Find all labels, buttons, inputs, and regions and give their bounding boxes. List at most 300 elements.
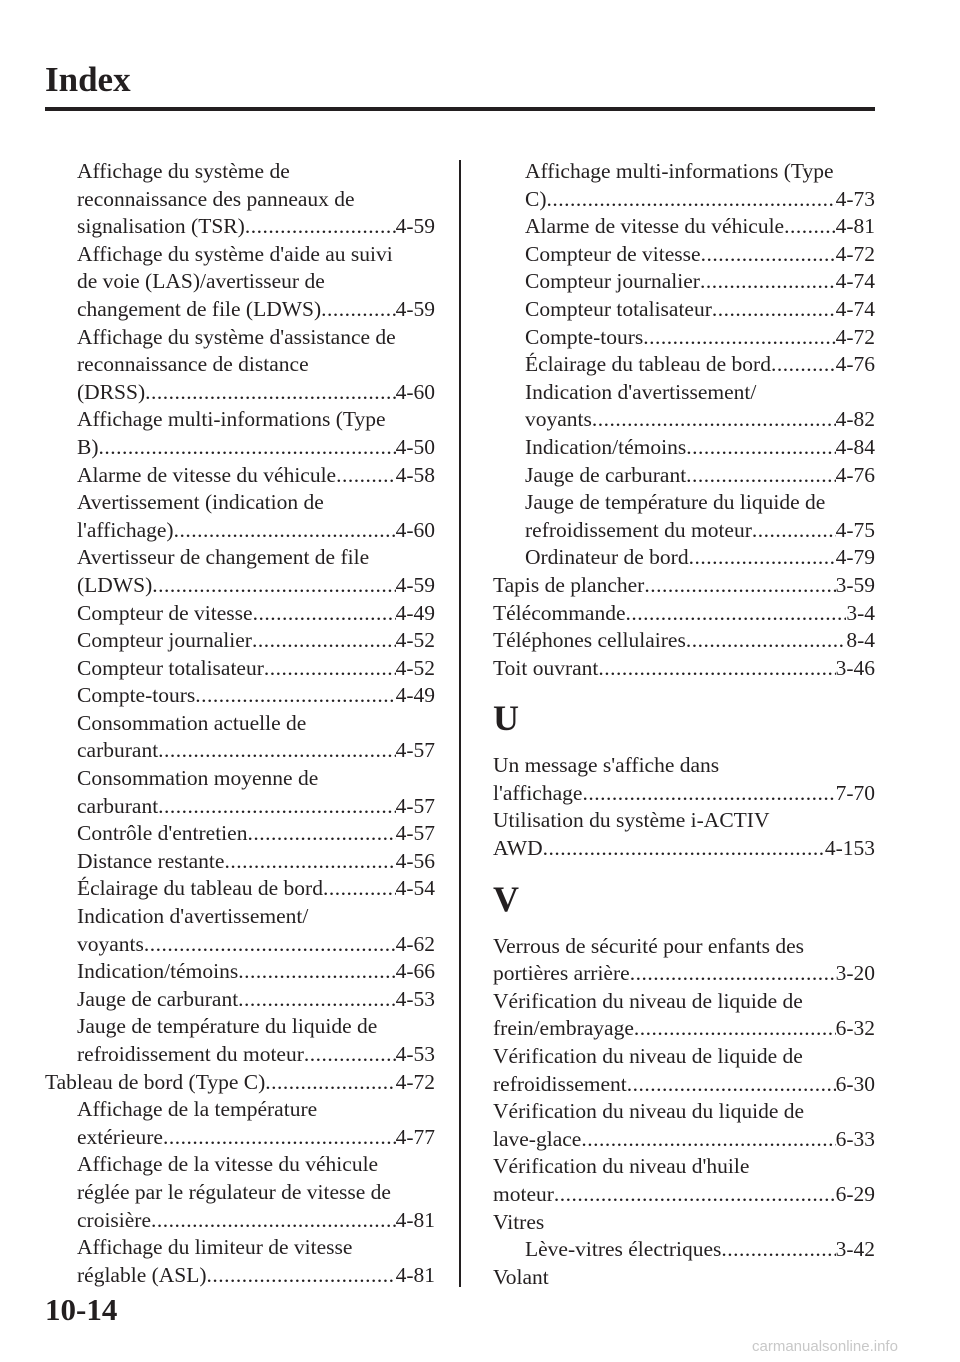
page-reference: 4-50 [395, 434, 435, 459]
index-entry-text: Indication d'avertissement/ [525, 379, 757, 404]
index-entry-text: Consommation actuelle de [77, 710, 307, 735]
index-entry-text: l'affichage) [77, 517, 174, 542]
index-entry-line [493, 241, 875, 269]
index-entry-text: Volant [493, 1264, 549, 1289]
index-entry-line [493, 379, 875, 407]
index-entry-line [493, 406, 875, 434]
dot-leader [784, 213, 835, 241]
index-entry [493, 1209, 875, 1237]
index-entry-text: Compteur journalier [525, 269, 700, 294]
index-entry-line [45, 186, 435, 214]
index-entry-text: refroidissement [493, 1071, 627, 1096]
index-entry-text: Compte-tours [525, 324, 644, 349]
index-entry-text: Distance restante [77, 848, 225, 873]
index-entry-line [45, 406, 435, 434]
index-entry [493, 933, 875, 988]
page-reference: 4-58 [395, 462, 435, 487]
index-entry-text: voyants [77, 931, 144, 956]
index-entry-line [45, 1013, 435, 1041]
page-reference: 4-79 [835, 545, 875, 570]
index-entry-line [45, 1179, 435, 1207]
index-entry-line [493, 1209, 875, 1237]
page-reference: 4-49 [395, 683, 435, 708]
dot-leader [245, 213, 396, 241]
index-entry [493, 268, 875, 296]
page-reference: 4-59 [395, 572, 435, 597]
index-entry [45, 158, 435, 241]
dot-leader [174, 517, 396, 545]
index-entry [45, 462, 435, 490]
index-entry-line [45, 213, 435, 241]
index-entry-line [45, 434, 435, 462]
index-entry [493, 627, 875, 655]
dot-leader [700, 268, 836, 296]
dot-leader [321, 296, 395, 324]
dot-leader [207, 1262, 396, 1290]
index-entry-line [45, 765, 435, 793]
index-list-u [493, 752, 875, 862]
watermark: carmanualsonline.info [752, 1338, 898, 1355]
index-entry-text: Affichage du système d'aide au suivi [77, 241, 393, 266]
index-entry-text: (DRSS) [77, 379, 146, 404]
page-reference: 4-60 [395, 517, 435, 542]
dot-leader [721, 1236, 835, 1264]
index-entry [45, 986, 435, 1014]
index-entry-line [493, 627, 875, 655]
index-entry-line [45, 1124, 435, 1152]
index-entry [493, 1098, 875, 1153]
index-entry [493, 1264, 875, 1292]
dot-leader [158, 793, 395, 821]
page-reference: 6-30 [835, 1071, 875, 1096]
index-entry-line [493, 1071, 875, 1099]
dot-leader [158, 737, 395, 765]
index-entry-text: Consommation moyenne de [77, 766, 319, 791]
page-reference: 6-33 [835, 1126, 875, 1151]
index-entry-text: Affichage du système d'assistance de [77, 324, 396, 349]
index-entry [493, 655, 875, 683]
index-entry-text: Ordinateur de bord [525, 545, 689, 570]
index-entry-text: Télécommande [493, 600, 626, 625]
index-entry-line [45, 710, 435, 738]
page-reference: 4-52 [395, 628, 435, 653]
index-entry [45, 710, 435, 765]
index-entry-line [45, 296, 435, 324]
dot-leader [581, 1126, 835, 1154]
index-entry [45, 1151, 435, 1234]
index-entry [45, 1069, 435, 1097]
index-entry-text: portières arrière [493, 961, 630, 986]
index-entry-text: AWD [493, 836, 543, 861]
index-entry-line [45, 986, 435, 1014]
index-entry-text: de voie (LAS)/avertisseur de [77, 269, 325, 294]
index-entry-line [493, 434, 875, 462]
index-entry-text: Affichage de la vitesse du véhicule [77, 1152, 379, 1177]
index-entry [493, 241, 875, 269]
index-entry-line [45, 1041, 435, 1069]
index-entry-line [45, 627, 435, 655]
index-entry-line [493, 324, 875, 352]
index-entry [45, 489, 435, 544]
index-entry-line [45, 351, 435, 379]
dot-leader [547, 186, 836, 214]
index-entry-text: carburant [77, 793, 159, 818]
index-entry-line [493, 572, 875, 600]
page-reference: 8-4 [846, 628, 875, 653]
index-entry-text: Vérification du niveau d'huile [493, 1154, 750, 1179]
page-reference: 4-81 [835, 214, 875, 239]
dot-leader [151, 1207, 396, 1235]
dot-leader [323, 875, 396, 903]
index-entry-text: Affichage du limiteur de vitesse [77, 1235, 353, 1260]
dot-leader [689, 544, 836, 572]
page-reference: 4-72 [835, 324, 875, 349]
index-entry-line [45, 903, 435, 931]
page-reference: 4-153 [824, 836, 875, 861]
index-entry-text: Éclairage du tableau de bord [525, 352, 771, 377]
index-list-v [493, 933, 875, 1292]
index-entry [45, 765, 435, 820]
index-entry [493, 434, 875, 462]
dot-leader [752, 517, 836, 545]
dot-leader [247, 820, 395, 848]
dot-leader [195, 682, 395, 710]
index-entry-text: Lève-vitres électriques [525, 1237, 722, 1262]
page-reference: 4-72 [395, 1069, 435, 1094]
index-entry-text: Compteur de vitesse [77, 600, 253, 625]
page-reference: 4-73 [835, 186, 875, 211]
page-reference: 3-46 [835, 655, 875, 680]
index-entry-line [45, 600, 435, 628]
index-entry [45, 1096, 435, 1151]
page-reference: 4-60 [395, 379, 435, 404]
index-entry [493, 379, 875, 434]
index-entry-line [493, 544, 875, 572]
index-entry-text: Affichage de la température [77, 1097, 318, 1122]
index-entry-line [493, 1015, 875, 1043]
index-entry-text: croisière [77, 1207, 152, 1232]
index-entry-text: lave-glace [493, 1126, 582, 1151]
index-entry-text: Avertissement (indication de [77, 490, 324, 515]
index-entry-line [493, 988, 875, 1016]
index-entry-line [493, 517, 875, 545]
dot-leader [771, 351, 836, 379]
index-entry [45, 820, 435, 848]
index-entry-line [493, 1181, 875, 1209]
index-entry-text: signalisation (TSR) [77, 214, 245, 239]
page-reference: 6-32 [835, 1016, 875, 1041]
page-reference: 4-49 [395, 600, 435, 625]
index-entry-line [493, 296, 875, 324]
index-entry [45, 600, 435, 628]
dot-leader [686, 434, 835, 462]
index-entry-text: Un message s'affiche dans [493, 753, 720, 778]
dot-leader [626, 600, 847, 628]
section-letter-u: U [493, 698, 519, 739]
index-entry-text: Indication/témoins [525, 434, 687, 459]
page-reference: 7-70 [835, 780, 875, 805]
index-entry-line [493, 780, 875, 808]
index-entry-line [45, 1069, 435, 1097]
index-entry-line [493, 655, 875, 683]
dot-leader [152, 572, 395, 600]
index-entry-text: Compteur de vitesse [525, 241, 701, 266]
index-entry-text: Utilisation du système i-ACTIV [493, 808, 770, 833]
page-reference: 4-57 [395, 793, 435, 818]
index-entry-line [493, 213, 875, 241]
index-entry-line [45, 1234, 435, 1262]
index-entry-line [45, 958, 435, 986]
index-entry-text: Alarme de vitesse du véhicule [525, 214, 785, 239]
index-entry-line [45, 379, 435, 407]
page-reference: 4-74 [835, 296, 875, 321]
index-entry-line [493, 600, 875, 628]
page-reference: 4-82 [835, 407, 875, 432]
page-reference: 4-72 [835, 241, 875, 266]
page-reference: 6-29 [835, 1182, 875, 1206]
index-entry-line [45, 682, 435, 710]
index-entry-line [493, 158, 875, 186]
index-entry [493, 351, 875, 379]
page-reference: 4-59 [395, 214, 435, 239]
index-entry [493, 489, 875, 544]
index-entry [45, 627, 435, 655]
page-reference: 4-53 [395, 1042, 435, 1066]
dot-leader [634, 1015, 836, 1043]
page-reference: 4-54 [395, 876, 435, 901]
page-reference: 3-4 [846, 600, 875, 625]
page-reference: 4-57 [395, 821, 435, 846]
index-entry-line [493, 1098, 875, 1126]
index-entry-line [45, 1207, 435, 1235]
index-entry-line [45, 931, 435, 959]
page-reference: 4-59 [395, 296, 435, 321]
index-entry-line [45, 1262, 435, 1290]
index-entry-line [45, 517, 435, 545]
index-entry-text: réglable (ASL) [77, 1262, 207, 1287]
index-entry-line [493, 462, 875, 490]
index-entry-line [493, 1043, 875, 1071]
index-entry [45, 1234, 435, 1289]
index-entry-text: l'affichage [493, 780, 583, 805]
index-list-t [493, 158, 875, 682]
index-entry-text: Jauge de température du liquide de [525, 490, 826, 515]
index-entry-line [493, 489, 875, 517]
index-entry-line [45, 324, 435, 352]
page-reference: 4-84 [835, 434, 875, 459]
index-entry-text: B) [77, 434, 99, 459]
index-entry-text: Jauge de carburant [525, 462, 687, 487]
dot-leader [712, 296, 836, 324]
index-entry-text: (LDWS) [77, 572, 153, 597]
index-entry [493, 1236, 875, 1264]
index-entry [493, 600, 875, 628]
index-entry [493, 296, 875, 324]
index-entry-line [45, 737, 435, 765]
index-entry-text: carburant [77, 738, 159, 763]
index-entry-text: Vitres [493, 1209, 545, 1234]
index-entry-text: Affichage multi-informations (Type [77, 407, 386, 432]
page-number: 10-14 [45, 1292, 118, 1327]
index-entry-line [45, 158, 435, 186]
dot-leader [253, 600, 396, 628]
index-entry [493, 988, 875, 1043]
index-entry-text: frein/embrayage [493, 1016, 634, 1041]
page-reference: 4-66 [395, 959, 435, 984]
index-entry-text: Compteur totalisateur [525, 296, 712, 321]
index-entry-line [493, 1153, 875, 1181]
header-rule [45, 107, 875, 111]
dot-leader [238, 986, 395, 1014]
index-entry-text: Affichage du système de [77, 159, 290, 183]
index-entry-line [493, 933, 875, 961]
dot-leader [582, 780, 835, 808]
page-reference: 4-57 [395, 738, 435, 763]
index-entry [493, 462, 875, 490]
index-entry [45, 1013, 435, 1068]
index-entry-text: refroidissement du moteur [77, 1042, 304, 1066]
index-entry-line [45, 268, 435, 296]
dot-leader [264, 655, 396, 683]
index-entry-line [493, 960, 875, 988]
page-reference: 4-76 [835, 352, 875, 377]
index-entry [45, 406, 435, 461]
index-entry [493, 213, 875, 241]
index-entry [45, 241, 435, 324]
index-entry-line [45, 655, 435, 683]
page-reference: 4-62 [395, 931, 435, 956]
index-entry [45, 544, 435, 599]
dot-leader [644, 572, 835, 600]
index-entry-line [493, 1264, 875, 1292]
page-reference: 3-59 [835, 572, 875, 597]
page-title: Index [45, 60, 131, 99]
page-reference: 4-52 [395, 655, 435, 680]
dot-leader [163, 1124, 396, 1152]
dot-leader [238, 958, 395, 986]
index-entry-line [45, 820, 435, 848]
index-entry-text: Compteur totalisateur [77, 655, 264, 680]
dot-leader [630, 960, 836, 988]
dot-leader [592, 406, 836, 434]
index-entry [493, 752, 875, 807]
dot-leader [252, 627, 396, 655]
dot-leader [336, 462, 395, 490]
index-entry-line [493, 1126, 875, 1154]
index-entry [493, 807, 875, 862]
index-entry-text: Jauge de carburant [77, 986, 239, 1011]
page-reference: 4-81 [395, 1262, 435, 1287]
index-entry [493, 324, 875, 352]
section-letter-v: V [493, 878, 519, 919]
index-entry-text: Contrôle d'entretien [77, 821, 248, 846]
page-reference: 4-77 [395, 1124, 435, 1149]
dot-leader [144, 931, 396, 959]
page-reference: 4-74 [835, 269, 875, 294]
index-entry-line [45, 1096, 435, 1124]
index-entry-text: refroidissement du moteur [525, 517, 752, 542]
dot-leader [643, 324, 835, 352]
index-entry-text: Jauge de température du liquide de [77, 1014, 378, 1039]
index-entry-text: Compteur journalier [77, 628, 252, 653]
index-entry-line [493, 835, 875, 863]
index-entry-text: réglée par le régulateur de vitesse de [77, 1179, 391, 1204]
index-entry-line [45, 241, 435, 269]
index-entry-text: Affichage multi-informations (Type [525, 159, 834, 183]
index-entry-line [45, 572, 435, 600]
dot-leader [543, 835, 825, 863]
index-entry [493, 158, 875, 213]
index-entry-text: C) [525, 186, 547, 211]
index-entry [493, 1153, 875, 1208]
index-entry-line [493, 807, 875, 835]
index-entry-line [493, 752, 875, 780]
dot-leader [99, 434, 396, 462]
index-entry-line [45, 544, 435, 572]
index-entry-text: Vérification du niveau de liquide de [493, 1044, 803, 1069]
index-entry-line [45, 848, 435, 876]
page-reference: 4-56 [395, 848, 435, 873]
index-entry-text: extérieure [77, 1124, 163, 1149]
index-entry-text: changement de file (LDWS) [77, 296, 322, 321]
page-reference: 4-81 [395, 1207, 435, 1232]
index-entry-text: Tableau de bord (Type C) [45, 1069, 266, 1094]
dot-leader [145, 379, 395, 407]
index-entry-line [493, 186, 875, 214]
dot-leader [554, 1181, 836, 1209]
index-entry-line [45, 489, 435, 517]
index-entry [493, 544, 875, 572]
page-reference: 4-53 [395, 986, 435, 1011]
column-divider [459, 160, 461, 1287]
index-entry-text: moteur [493, 1182, 554, 1206]
page-reference: 3-20 [835, 961, 875, 986]
index-entry [45, 324, 435, 407]
index-entry-line [493, 268, 875, 296]
index-entry-line [45, 1151, 435, 1179]
dot-leader [686, 627, 847, 655]
page-reference: 3-42 [835, 1237, 875, 1262]
index-entry-text: Toit ouvrant [493, 655, 599, 680]
index-entry-line [45, 793, 435, 821]
index-entry-text: Avertisseur de changement de file [77, 545, 370, 570]
index-entry-text: reconnaissance de distance [77, 352, 309, 377]
dot-leader [598, 655, 835, 683]
index-entry [45, 655, 435, 683]
index-entry [45, 682, 435, 710]
index-entry-text: Téléphones cellulaires [493, 628, 686, 653]
index-entry-line [493, 351, 875, 379]
index-entry [493, 572, 875, 600]
dot-leader [627, 1071, 836, 1099]
index-entry-text: Vérification du niveau du liquide de [493, 1099, 805, 1124]
index-entry-text: Verrous de sécurité pour enfants des [493, 933, 805, 958]
index-entry-text: Vérification du niveau de liquide de [493, 988, 803, 1013]
index-entry-text: Indication d'avertissement/ [77, 904, 309, 929]
index-entry-text: reconnaissance des panneaux de [77, 186, 355, 211]
index-entry-text: Compte-tours [77, 683, 196, 708]
page-reference: 4-75 [835, 517, 875, 542]
index-entry-text: Éclairage du tableau de bord [77, 876, 323, 901]
index-entry [493, 1043, 875, 1098]
index-entry-text: Alarme de vitesse du véhicule [77, 462, 337, 487]
index-column-right [493, 158, 875, 1291]
index-entry-line [493, 1236, 875, 1264]
dot-leader [701, 241, 836, 269]
dot-leader [686, 462, 835, 490]
index-entry [45, 903, 435, 958]
index-column-left [45, 158, 435, 1289]
